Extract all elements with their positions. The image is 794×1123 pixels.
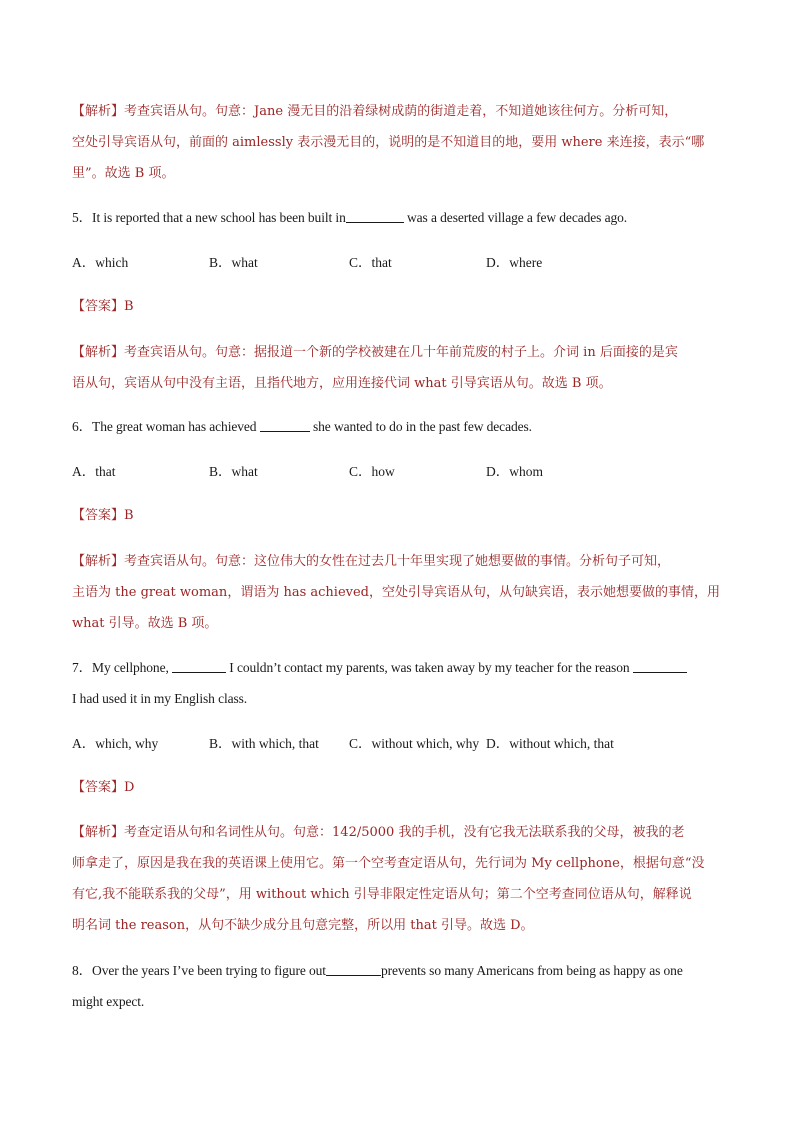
- answer-q5: [72, 291, 722, 322]
- answer-label: 【答案】: [72, 299, 125, 314]
- answer-blank: [326, 962, 381, 976]
- analysis-q6: 【解析】考查宾语从句。句意：这位伟大的女性在过去几十年里实现了她想要做的事情。分析句子可知， 主语为 the great woman，谓语为 has achieved，空处引导宾语从句，从句缺宾语，表示她想要做的事情，用 what 引导。故选 B 项。: [72, 554, 721, 631]
- answer-value: B: [124, 299, 134, 314]
- option-d: D．without which, that: [486, 736, 614, 751]
- question-7: 7．My cellphone, I couldn’t contact my parents, was taken away by my teacher for the reason I had used it in my English class.: [72, 652, 722, 714]
- answer-blank: [346, 209, 404, 223]
- answer-q6: [72, 500, 722, 531]
- answer-blank: [260, 418, 310, 432]
- question-8: 8．Over the years I’ve been trying to figure out prevents so many Americans from being as happy as one might expect.: [72, 963, 683, 1009]
- answer-q7: [72, 772, 722, 803]
- analysis-q7: 【解析】考查定语从句和名词性从句。句意：142/5000 我的手机，没有它我无法联系我的父母，被我的老 师拿走了，原因是我在我的英语课上使用它。第一个空考查定语从句，先行词为 My cellphone，根据句意“没 有它,我不能联系我的父母”，用 without which 引导非限定性定语从句；第二个空考查同位语从句，解释说 明名词 the reason，从句不缺少成分且句意完整，所以用 that 引导。故选 D。: [72, 825, 705, 933]
- answer-blank-1: [172, 659, 226, 673]
- analysis-q5: 【解析】考查宾语从句。句意：据报道一个新的学校被建在几十年前荒废的村子上。介词 in 后面接的是宾 语从句，宾语从句中没有主语，且指代地方，应用连接代词 what 引导宾语从句。故选 B 项。: [72, 345, 678, 391]
- answer-blank-2: [633, 659, 687, 673]
- option-a: A．which: [72, 255, 129, 270]
- option-b: B．what: [209, 255, 258, 270]
- question-5-options: [72, 247, 722, 278]
- option-d: D．where: [486, 255, 543, 270]
- answer-label: 【答案】: [72, 780, 125, 795]
- analysis-label: 【解析】: [72, 345, 125, 360]
- analysis-q4-line2: 空处引导宾语从句，前面的 aimlessly 表示漫无目的，说明的是不知道目的地，要用 where 来连接，表示“哪: [72, 135, 705, 150]
- option-c: C．without which, why: [349, 736, 480, 751]
- question-5: 5．It is reported that a new school has been built in was a deserted village a few decades ago.: [72, 210, 628, 225]
- option-c: C．how: [349, 464, 395, 479]
- answer-value: D: [124, 780, 135, 795]
- analysis-q4: [72, 96, 722, 189]
- analysis-label: 【解析】: [72, 554, 125, 569]
- analysis-q4-line3: 里”。故选 B 项。: [72, 166, 175, 181]
- option-d: D．whom: [486, 464, 543, 479]
- answer-value: B: [124, 508, 134, 523]
- option-c: C．that: [349, 255, 392, 270]
- answer-label: 【答案】: [72, 508, 125, 523]
- analysis-label: 【解析】: [72, 104, 125, 119]
- question-6: 6．The great woman has achieved she wanted to do in the past few decades.: [72, 419, 532, 434]
- analysis-q4-line1: 【解析】考查宾语从句。句意：Jane 漫无目的沿着绿树成荫的街道走着，不知道她该往何方。分析可知，: [72, 104, 678, 119]
- question-6-options: [72, 456, 722, 487]
- analysis-label: 【解析】: [72, 825, 125, 840]
- option-b: B．with which, that: [209, 736, 319, 751]
- option-a: A．that: [72, 464, 116, 479]
- option-a: A．which, why: [72, 736, 159, 751]
- option-b: B．what: [209, 464, 258, 479]
- question-7-options: [72, 728, 722, 759]
